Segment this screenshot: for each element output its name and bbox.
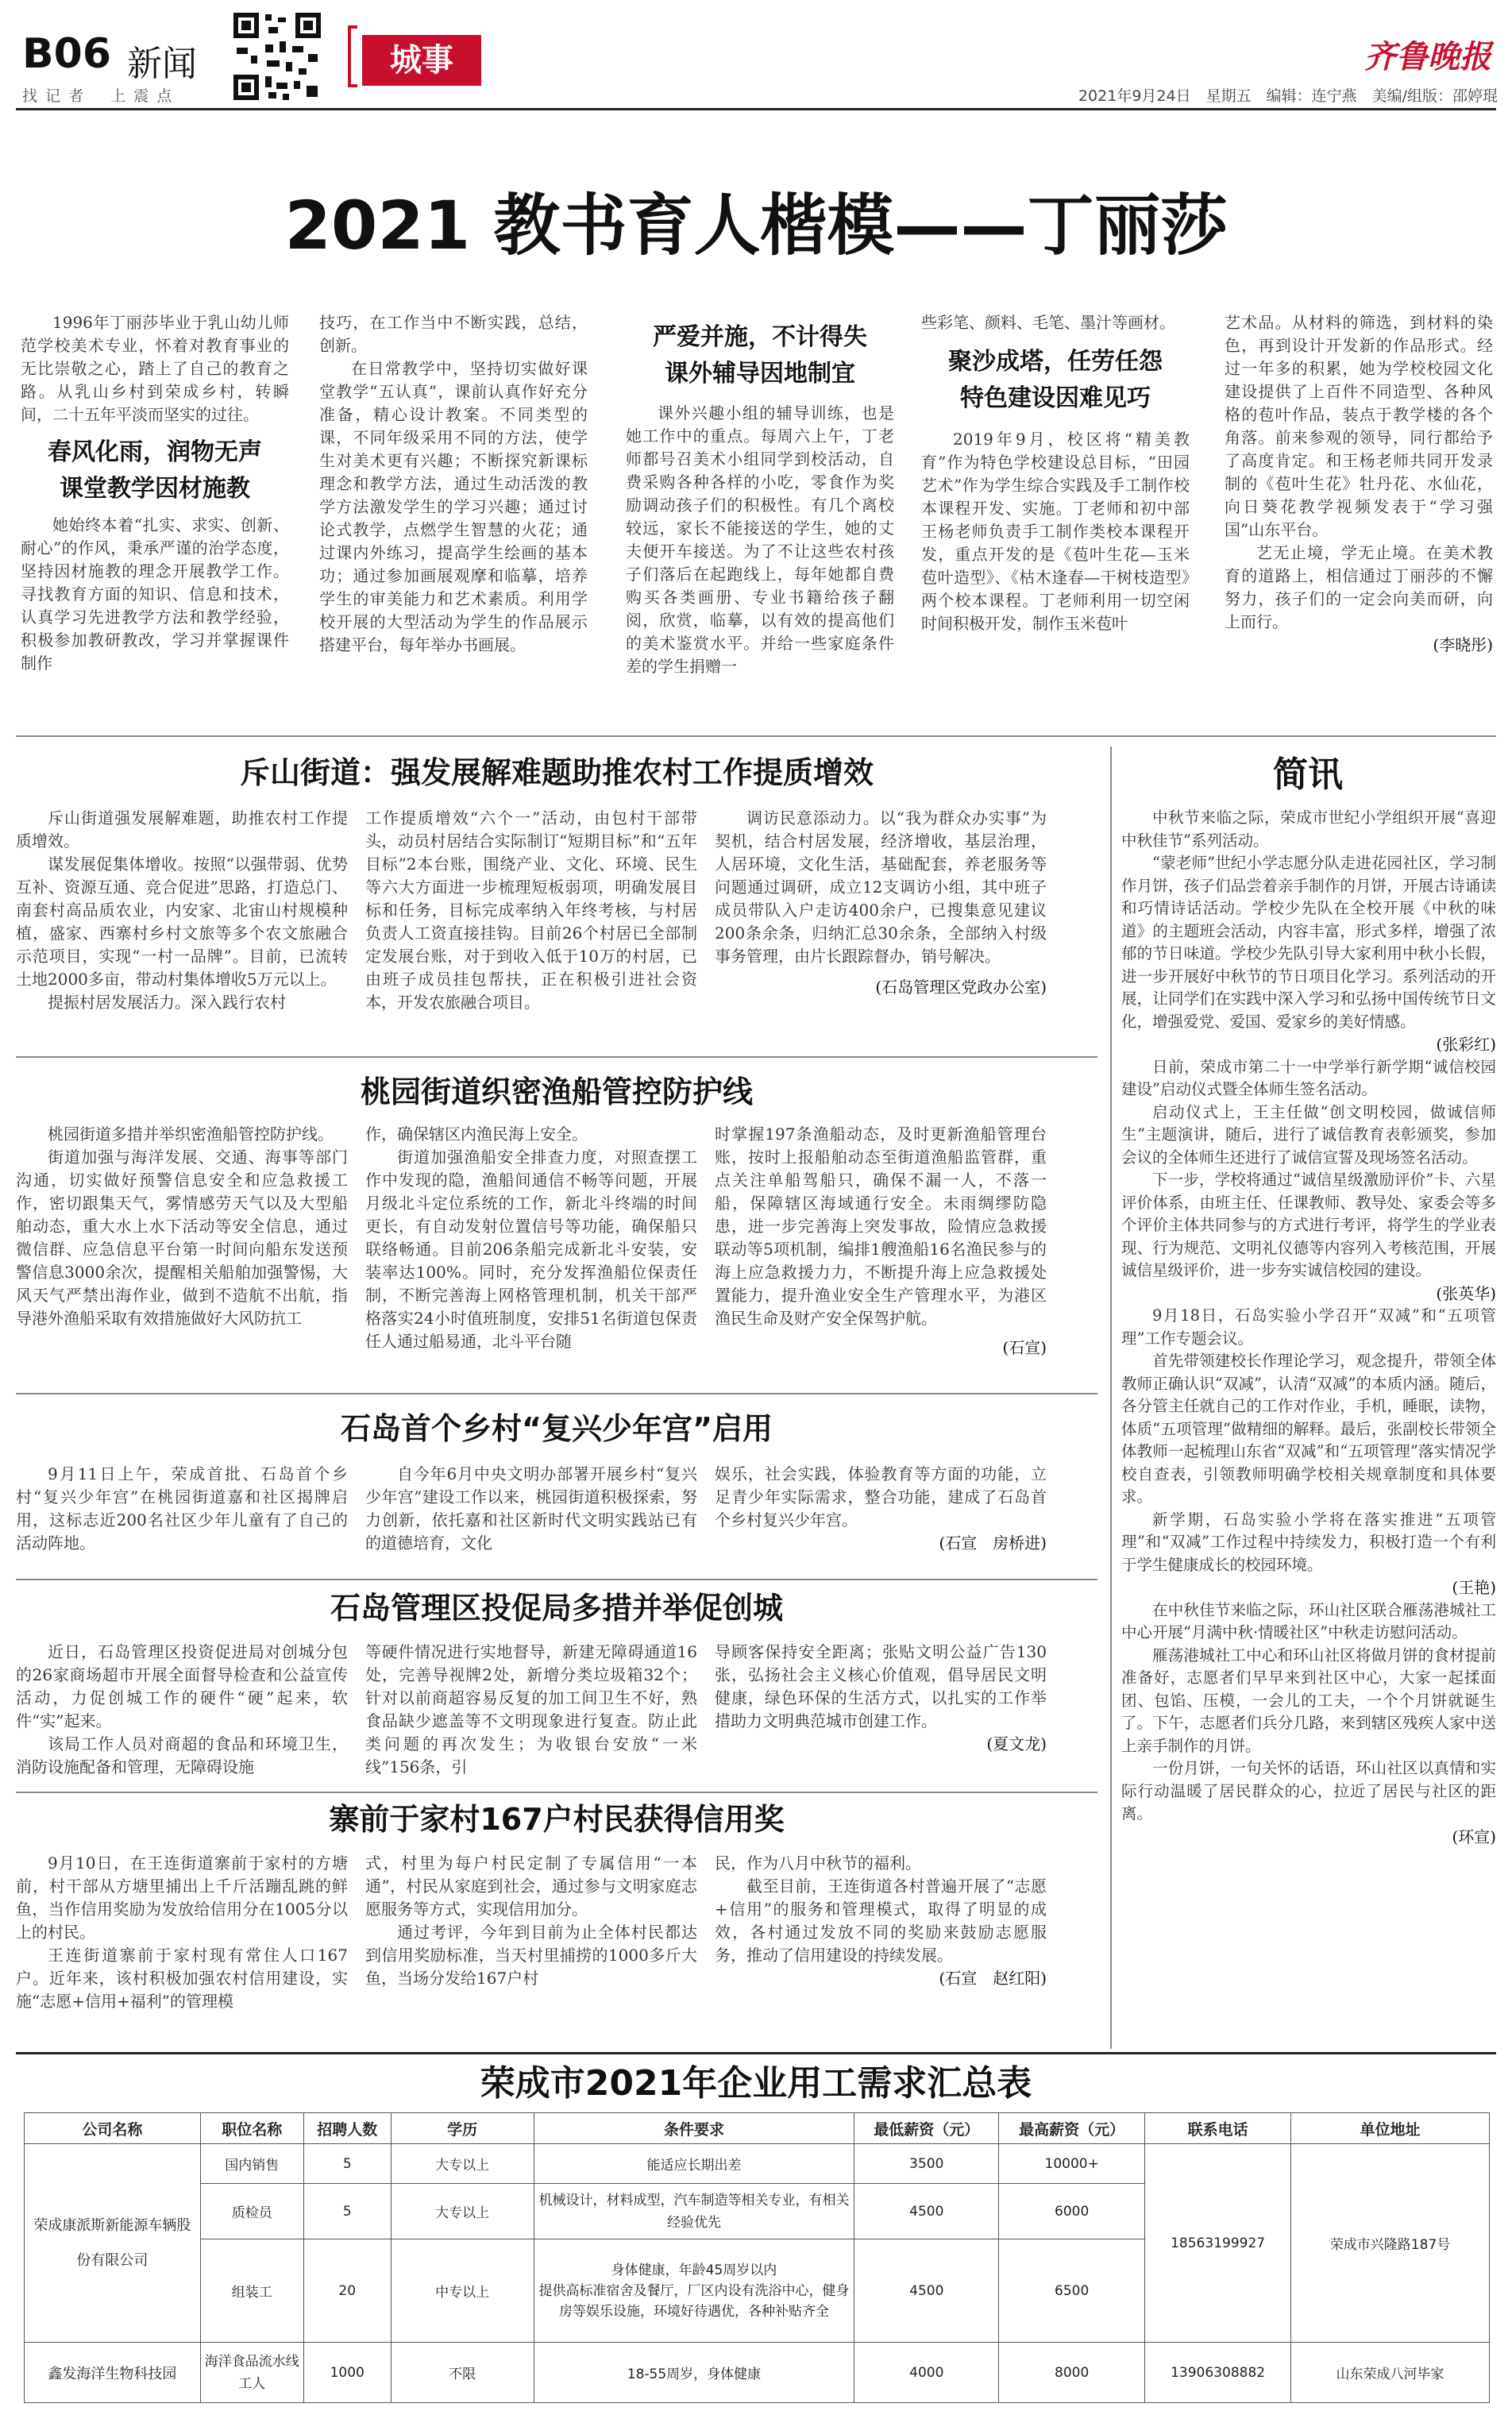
feature-bottom-rule bbox=[16, 735, 1496, 737]
jobs-header-cell: 招聘人数 bbox=[303, 2113, 391, 2144]
feature-subheading: 严爱并施，不计得失 课外辅导因地制宜 bbox=[653, 323, 867, 388]
feature-col-5 bbox=[1225, 311, 1493, 657]
position-cell: 海洋食品流水线工人 bbox=[200, 2343, 303, 2403]
masthead bbox=[0, 0, 1512, 111]
article-col bbox=[715, 807, 1047, 999]
article-rule bbox=[16, 1792, 1097, 1793]
address-cell: 荣成市兴隆路187号 bbox=[1291, 2144, 1490, 2343]
article-paragraph: 9月10日，在王连街道寨前于家村的方塘前，村干部从方塘里捕出上千斤活蹦乱跳的鲜鱼，当作信用奖励为发放给信用分在1005分以上的村民。 bbox=[16, 1853, 348, 1942]
feature-paragraph: 在日常教学中，坚持切实做好课堂教学“五认真”，课前认真作好充分准备，精心设计教案。不同类型的课，不同年级采用不同的方法，使学生对美术更有兴趣；不断探究新课标理念和教学方法，通过生动活泼的教学方法激发学生的学习兴趣；通过讨论式教学，点燃学生智慧的火花；通过课内外练习，提高学生绘画的基本功；通过参加画展观摩和临摹，培养学生的审美能力和艺术素质。利用学校开展的大型活动为学生的作品展示搭建平台，每年举办书画展。 bbox=[319, 359, 588, 654]
article-paragraph: 街道加强渔船安全排查力度，对照查摆工作中发现的隐，渔船间通信不畅等问题，开展月级北斗定位系统的工作，新北斗终端的时间更长，有自动发射位置信号等功能，确保船只联络畅通。目前206条船完成新北斗安装，安装率达100%。同时，充分发挥渔船位保责任制，不断完善海上网格管理机制，机关干部严格落实24小时值班制度，安排51名街道包保责任人通过船易通，北斗平台随 bbox=[365, 1148, 697, 1351]
feature-col-3 bbox=[626, 311, 894, 678]
article-paragraph: 桃园街道多措并举织密渔船管控防护线。 bbox=[48, 1124, 334, 1144]
article-credit: (夏文龙) bbox=[986, 1734, 1047, 1753]
brief-paragraph: 在中秋佳节来临之际，环山社区联合雁荡港城社工中心开展“月满中秋·情暖社区”中秋走访慰问活动。 bbox=[1121, 1600, 1496, 1641]
jobs-top-rule bbox=[16, 2052, 1496, 2054]
article-credit: (石宣 房桥进) bbox=[939, 1533, 1047, 1553]
article-credit: (石宣) bbox=[1002, 1338, 1047, 1357]
article-paragraph: 自今年6月中央文明办部署开展乡村“复兴少年宫”建设工作以来，桃园街道积极探索，努力创新，依托嘉和社区新时代文明实践站已有的道德培育，文化 bbox=[365, 1464, 697, 1553]
feature-paragraph: 艺无止境，学无止境。在美术教育的道路上，相信通过丁丽莎的不懈努力，孩子们的一定会向美而研，向上而行。 bbox=[1225, 543, 1493, 631]
jobs-header-cell: 最高薪资（元） bbox=[999, 2113, 1145, 2144]
requirement-cell: 能适应长期出差 bbox=[534, 2144, 854, 2184]
article-col bbox=[365, 1463, 697, 1555]
main-title: 2021 教书育人楷模——丁丽莎 bbox=[284, 187, 1228, 264]
article-col bbox=[365, 1852, 697, 1990]
min-salary-cell: 4000 bbox=[854, 2343, 999, 2403]
article-paragraph: 调访民意添动力。以“我为群众办实事”为契机，结合村居发展，经济增收，基层治理，人居环境，文化生活，基础配套，养老服务等问题通过调研，成立12支调访小组，其中班子成员带队入户走访400余户，已搜集意见建议200条余条，归纳汇总30余条，全部纳入村级事务管理，由片长跟踪督办，销号解决。 bbox=[715, 808, 1047, 966]
article-paragraph: 提振村居发展活力。深入践行农村 bbox=[48, 993, 286, 1012]
article-col bbox=[16, 807, 348, 1014]
brief-paragraph: “蒙老师”世纪小学志愿分队走进花园社区，学习制作月饼，孩子们品尝着亲手制作的月饼，开展古诗诵读和巧情诗话活动。学校少先队在全校开展《中秋的味道》的主题班会活动，内容丰富，形式多样，增强了浓郁的节日味道。学校少先队引导大家利用中秋小长假，进一步开展好中秋节的节日项目化学习。系列活动的开展，让同学们在实践中深入学习和弘扬中国传统节日文化，增强爱党、爱国、爱家乡的美好情感。 bbox=[1121, 854, 1496, 1031]
count-cell: 1000 bbox=[303, 2343, 391, 2403]
date-line: 2021年9月24日 星期五 编辑：连宁燕 美编/组版：邵婷琨 bbox=[1078, 87, 1498, 105]
jobs-header-cell: 条件要求 bbox=[534, 2113, 854, 2144]
article-col bbox=[715, 1852, 1047, 1990]
jobs-header-cell: 单位地址 bbox=[1291, 2113, 1490, 2144]
qr-code-icon bbox=[230, 10, 324, 103]
count-cell: 20 bbox=[303, 2239, 391, 2343]
article-title: 桃园街道织密渔船管控防护线 bbox=[360, 1074, 753, 1109]
article-paragraph: 斥山街道强发展解难题，助推农村工作提质增效。 bbox=[16, 808, 348, 851]
feature-paragraph: 些彩笔、颜料、毛笔、墨汁等画材。 bbox=[921, 313, 1175, 332]
paper-logo: 齐鲁晚报 bbox=[1364, 38, 1491, 75]
article-paragraph: 娱乐，社会实践，体验教育等方面的功能，立足青少年实际需求，整合功能，建成了石岛首个乡村复兴少年宫。 bbox=[715, 1464, 1047, 1529]
article-paragraph: 王连街道寨前于家村现有常住人口167户。近年来，该村积极加强农村信用建设，实施“志愿+信用+福利”的管理模 bbox=[16, 1946, 348, 2011]
article-paragraph: 谋发展促集体增收。按照“以强带弱、优势互补、资源互通、竞合促进”思路，打造总门、南套村高品质农业，内安家、北宙山村规模种植，盛家、西寨村乡村文旅等多个农文旅融合示范项目，实现“一村一品牌”。目前，已流转土地2000多亩，带动村集体增收5万元以上。 bbox=[16, 854, 348, 989]
feature-paragraph: 技巧，在工作当中不断实践，总结，创新。 bbox=[319, 313, 588, 355]
feature-paragraph: 课外兴趣小组的辅导训练，也是她工作中的重点。每周六上午，丁老师都号召美术小组同学到校活动，自费采购各种各样的小吃，零食作为奖励调动孩子们的积极性。有几个离校较远，家长不能接送的学生，她的丈夫便开车接送。为了不让这些农村孩子们落后在起跑线上，每年她都自费购买各类画册、专业书籍给孩子翻阅，欣赏，临摹，以有效的提高他们的美术鉴赏水平。并给一些家庭条件差的学生捐赠一 bbox=[626, 403, 894, 676]
article-title: 斥山街道：强发展解难题助推农村工作提质增效 bbox=[239, 755, 874, 790]
table-row bbox=[25, 2144, 1490, 2184]
max-salary-cell: 6000 bbox=[999, 2184, 1145, 2239]
max-salary-cell: 8000 bbox=[999, 2343, 1145, 2403]
article-col bbox=[16, 1123, 348, 1330]
article-paragraph: 该局工作人员对商超的食品和环境卫生，消防设施配备和管理，无障碍设施 bbox=[16, 1734, 348, 1776]
article-col bbox=[16, 1463, 348, 1555]
brief-paragraph: 启动仪式上，王主任做“创文明校园，做诚信师生”主题演讲，随后，进行了诚信教育表彰颁奖，参加会议的全体师生还进行了诚信宣誓及现场签名活动。 bbox=[1121, 1102, 1496, 1167]
jobs-header-cell: 最低薪资（元） bbox=[854, 2113, 999, 2144]
article-title: 石岛首个乡村“复兴少年宫”启用 bbox=[341, 1411, 773, 1446]
brief-paragraph: 9月18日，石岛实验小学召开“双减”和“五项管理”工作专题会议。 bbox=[1121, 1306, 1496, 1348]
feature-paragraph: 2019年9月，校区将“精美教育”作为特色学校建设总目标，“田园艺术”作为学生综合实践及手工制作校本课程开发、实施。丁老师和初中部王杨老师负责手工制作类校本课程开发，重点开发的是《苞叶生花—玉米苞叶造型》、《枯木逢春—干树枝造型》两个校本课程。丁老师利用一切空闲时间积极开发，制作玉米苞叶 bbox=[921, 430, 1190, 633]
article-col bbox=[365, 1641, 697, 1779]
brief-paragraph: 新学期，石岛实验小学将在落实推进“五项管理”和“双减”工作过程中持续发力，积极打造一个有利于学生健康成长的校园环境。 bbox=[1121, 1510, 1496, 1574]
article-rule bbox=[16, 1579, 1097, 1580]
feature-col-2 bbox=[319, 311, 588, 657]
min-salary-cell: 4500 bbox=[854, 2184, 999, 2239]
company-name-cell: 荣成康派斯新能源车辆股份有限公司 bbox=[25, 2144, 201, 2343]
position-cell: 质检员 bbox=[200, 2184, 303, 2239]
article-paragraph: 作，确保辖区内渔民海上安全。 bbox=[365, 1124, 588, 1144]
jobs-table bbox=[24, 2112, 1490, 2403]
article-paragraph: 街道加强与海洋发展、交通、海事等部门沟通，切实做好预警信息安全和应急救援工作，密切跟集天气，雾情感劳天气以及大型船舶动态，重大水上水下活动等安全信息，通过微信群、应急信息平台第一时间向船东发送预警信息3000余次，提醒相关船舶加强警惕，大风天气严禁出海作业，做到不造航不出航，指导港外渔船采取有效措施做好大风防抗工 bbox=[16, 1148, 348, 1328]
brief-paragraph: 中秋节来临之际，荣成市世纪小学组织开展“喜迎中秋佳节”系列活动。 bbox=[1121, 808, 1496, 850]
section-name: 新闻 bbox=[127, 44, 197, 84]
feature-paragraph: 艺术品。从材料的筛选，到材料的染色，再到设计开发新的作品形式。经过一年多的积累，她为学校校园文化建设提供了上百件不同造型、各种风格的苞叶作品，装点于教学楼的各个角落。前来参观的领导，同行都给予了高度肯定。和王杨老师共同开发录制的《苞叶生花》牡丹花、水仙花，向日葵花教学视频发表于“学习强国”山东平台。 bbox=[1225, 313, 1493, 539]
requirement-cell: 机械设计，材料成型，汽车制造等相关专业，有相关经验优先 bbox=[534, 2184, 854, 2239]
jobs-header-row bbox=[25, 2113, 1490, 2144]
page-number: B06 bbox=[22, 30, 111, 78]
column-tag-bracket bbox=[348, 25, 357, 87]
position-cell: 组装工 bbox=[200, 2239, 303, 2343]
article-paragraph: 工作提质增效“六个一”活动，由包村干部带头，动员村居结合实际制订“短期目标”和“五年目标”2本台账，围绕产业、文化、环境、民生等六大方面进一步梳理短板弱项，明确发展目标和任务，目标完成率纳入年终考核，与村居负责人工资直接挂钩。目前26个村居已全部制定发展台账，对于到收入低于10万的村居，已由班子成员挂包帮扶，正在积极引进社会资本，开发农旅融合项目。 bbox=[365, 808, 697, 1012]
brief-paragraph: 一份月饼，一句关怀的话语，环山社区以真情和实际行动温暖了居民群众的心，拉近了居民与社区的距离。 bbox=[1121, 1759, 1496, 1823]
article-col bbox=[715, 1123, 1047, 1360]
article-paragraph: 导顾客保持安全距离；张贴文明公益广告130张，弘扬社会主义核心价值观，倡导居民文明健康，绿色环保的生活方式，以扎实的工作举措助力文明典范城市创建工作。 bbox=[715, 1642, 1047, 1730]
feature-paragraph: 1996年丁丽莎毕业于乳山幼儿师范学校美术专业，怀着对教育事业的无比崇敬之心，踏上了自己的教育之路。从乳山乡村到荣成乡村，转瞬间，二十五年平淡而坚实的过往。 bbox=[21, 313, 289, 424]
feature-subheading: 聚沙成塔，任劳任怨 特色建设因难见巧 bbox=[948, 348, 1163, 412]
article-col bbox=[715, 1641, 1047, 1756]
requirement-cell: 身体健康，年龄45周岁以内 提供高标准宿舍及餐厅，厂区内设有洗浴中心，健身房等娱乐设施，环境好待遇优，各种补贴齐全 bbox=[534, 2239, 854, 2343]
requirement-cell: 18-55周岁，身体健康 bbox=[534, 2343, 854, 2403]
brief-paragraph: 雁荡港城社工中心和环山社区将做月饼的食材提前准备好，志愿者们早早来到社区中心，大家一起揉面团、包馅、压模，一会儿的工夫，一个个月饼就诞生了。下午，志愿者们兵分几路，来到辖区残疾人家中送上亲手制作的月饼。 bbox=[1121, 1645, 1496, 1755]
article-credit: (石宣 赵红阳) bbox=[939, 1969, 1047, 1988]
jobs-header-cell: 学历 bbox=[391, 2113, 534, 2144]
company-name-cell: 鑫发海洋生物科技园 bbox=[25, 2343, 201, 2403]
phone-cell: 13906308882 bbox=[1145, 2343, 1291, 2403]
article-paragraph: 等硬件情况进行实地督导，新建无障碍通道16处，完善导视牌2处，新增分类垃圾箱32个；针对以前商超容易反复的加工间卫生不好，熟食品缺少遮盖等不文明现象进行复查。防止此类问题的再次发生；为收银台安放“一米线”156条，引 bbox=[365, 1642, 697, 1776]
education-cell: 大专以上 bbox=[391, 2184, 534, 2239]
feature-paragraph: 她始终本着“扎实、求实、创新、耐心”的作风，秉承严谨的治学态度，坚持因材施教的理念开展教学工作。寻找教育方面的知识、信息和技术，认真学习先进教学方法和教学经验，积极参加教研教改，学习并掌握课件制作 bbox=[21, 515, 289, 673]
article-col bbox=[715, 1463, 1047, 1555]
article-paragraph: 近日，石岛管理区投资促进局对创城分包的26家商场超市开展全面督导检查和公益宣传活动，力促创城工作的硬件“硬”起来，软件“实”起来。 bbox=[16, 1642, 348, 1730]
brief-credit: (张彩红) bbox=[1436, 1035, 1496, 1054]
count-cell: 5 bbox=[303, 2184, 391, 2239]
briefs-column bbox=[1121, 807, 1496, 1848]
article-col bbox=[16, 1852, 348, 2013]
article-paragraph: 9月11日上午，荣成首批、石岛首个乡村“复兴少年宫”在桃园街道嘉和社区揭牌启用，这标志近200名社区少年儿童有了自己的活动阵地。 bbox=[16, 1464, 348, 1553]
education-cell: 大专以上 bbox=[391, 2144, 534, 2184]
address-cell: 山东荣成八河毕家 bbox=[1291, 2343, 1490, 2403]
brief-credit: (王艳) bbox=[1452, 1578, 1496, 1597]
column-tag-label: 城事 bbox=[390, 42, 453, 79]
brief-credit: (环宣) bbox=[1452, 1826, 1496, 1846]
column-divider bbox=[1110, 746, 1112, 2049]
max-salary-cell: 6500 bbox=[999, 2239, 1145, 2343]
jobs-header-cell: 公司名称 bbox=[25, 2113, 201, 2144]
article-paragraph: 式，村里为每户村民定制了专属信用“一本通”，村民从家庭到社会，通过参与文明家庭志愿服务等方式，实现信用加分。 bbox=[365, 1853, 697, 1919]
article-title: 石岛管理区投促局多措并举促创城 bbox=[330, 1591, 783, 1626]
education-cell: 不限 bbox=[391, 2343, 534, 2403]
min-salary-cell: 4500 bbox=[854, 2239, 999, 2343]
article-paragraph: 民，作为八月中秋节的福利。 bbox=[715, 1853, 921, 1873]
article-col bbox=[365, 1123, 697, 1353]
feature-credit: (李晓彤) bbox=[1433, 635, 1493, 654]
article-title: 寨前于家村167户村民获得信用奖 bbox=[329, 1802, 785, 1837]
article-paragraph: 截至目前，王连街道各村普遍开展了“志愿+信用”的服务和管理模式，取得了明显的成效，各村通过发放不同的奖励来鼓励志愿服务，推动了信用建设的持续发展。 bbox=[715, 1877, 1047, 1965]
article-col bbox=[365, 807, 697, 1014]
feature-col-1 bbox=[21, 311, 289, 675]
jobs-header-cell: 联系电话 bbox=[1145, 2113, 1291, 2144]
article-col bbox=[16, 1641, 348, 1779]
masthead-rule bbox=[16, 108, 1496, 110]
table-row bbox=[25, 2343, 1490, 2403]
feature-col-4 bbox=[921, 311, 1190, 635]
brief-paragraph: 下一步，学校将通过“诚信星级激励评价”卡、六星评价体系，由班主任、任课教师、教导处、家委会等多个评价主体共同参与的方式进行考评，将学生的学业表现、行为规范、文明礼仪德等内容列入考核范围，开展诚信星级评价，进一步夯实诚信校园的建设。 bbox=[1121, 1171, 1496, 1279]
hotline-text: 找 记 者 上 震 点 bbox=[22, 87, 174, 105]
brief-paragraph: 首先带领建校长作理论学习，观念提升，带领全体教师正确认识“双减”，认清“双减”的本质内涵。随后，各分管主任就自己的工作对作业，手机，睡眠，读物，体质“五项管理”做精细的解释。最后，张副校长带领全体教师一起梳理山东省“双减”和“五项管理”落实情况学校自查表，引领教师明确学校相关规章制度和具体要求。 bbox=[1121, 1352, 1496, 1506]
briefs-title: 简讯 bbox=[1273, 754, 1343, 795]
max-salary-cell: 10000+ bbox=[999, 2144, 1145, 2184]
article-rule bbox=[16, 1393, 1097, 1394]
article-credit: (石岛管理区党政办公室) bbox=[875, 978, 1047, 997]
brief-paragraph: 日前，荣成市第二十一中学举行新学期“诚信校园建设”启动仪式暨全体师生签名活动。 bbox=[1121, 1057, 1496, 1098]
position-cell: 国内销售 bbox=[200, 2144, 303, 2184]
education-cell: 中专以上 bbox=[391, 2239, 534, 2343]
article-paragraph: 通过考评，今年到目前为止全体村民都达到信用奖励标准，当天村里捕捞的1000多斤大鱼，当场分发给167户村 bbox=[365, 1923, 697, 1988]
feature-subheading: 春风化雨，润物无声 课堂教学因材施教 bbox=[48, 438, 262, 503]
jobs-header-cell: 职位名称 bbox=[200, 2113, 303, 2144]
min-salary-cell: 3500 bbox=[854, 2144, 999, 2184]
article-paragraph: 时掌握197条渔船动态，及时更新渔船管理台账，按时上报船舶动态至街道渔船监管群，重点关注单船驾船只，确保不漏一人，不落一船，保障辖区海域通行安全。未雨绸缪防隐患，进一步完善海上突发事故，险情应急救援联动等5项机制，编排1艘渔船16名渔民参与的海上应急救援力力，不断提升海上应急救援处置能力，提升渔业安全生产管理水平，为港区渔民生命及财产安全保驾护航。 bbox=[715, 1124, 1047, 1328]
brief-credit: (张英华) bbox=[1436, 1283, 1496, 1303]
jobs-title: 荣成市2021年企业用工需求汇总表 bbox=[480, 2063, 1032, 2104]
count-cell: 5 bbox=[303, 2144, 391, 2184]
phone-cell: 18563199927 bbox=[1145, 2144, 1291, 2343]
article-rule bbox=[16, 1056, 1097, 1058]
column-tag bbox=[362, 35, 481, 86]
